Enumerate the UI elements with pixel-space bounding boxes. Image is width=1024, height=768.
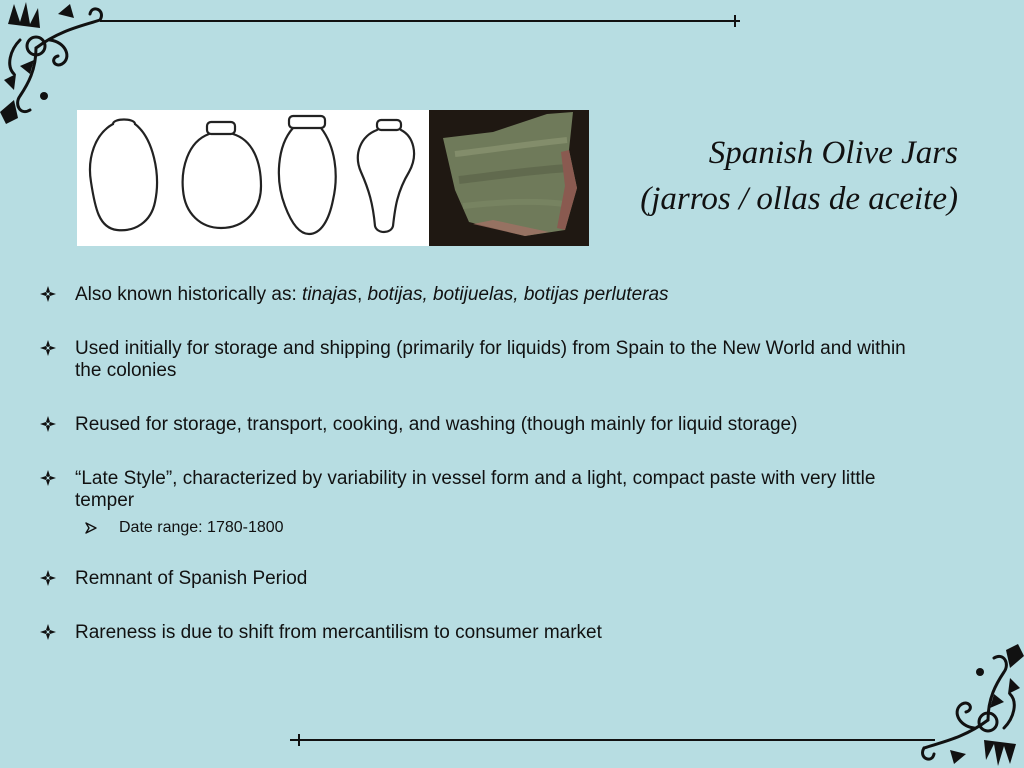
bullet-item — [40, 338, 920, 382]
diamond-bullet-icon — [40, 286, 56, 302]
bullet-item — [40, 568, 920, 590]
bullet-terms: botijas, botijuelas, botijas perluteras — [367, 284, 669, 305]
bullet-item — [40, 414, 920, 436]
sub-bullet-list — [85, 518, 920, 538]
bullet-text: Reused for storage, transport, cooking, and washing (though mainly for liquid storage) — [75, 414, 798, 435]
bullet-term: tinajas — [302, 284, 357, 305]
diamond-bullet-icon — [40, 624, 56, 640]
sub-bullet-text: Date range: 1780-1800 — [119, 519, 284, 536]
olive-jar-drawing-image — [77, 110, 429, 246]
bullet-item — [40, 622, 920, 644]
bullet-separator: , — [356, 284, 368, 305]
bullet-text: Rareness is due to shift from mercantilism to consumer market — [75, 622, 602, 643]
title-line-1: Spanish Olive Jars — [708, 135, 958, 171]
sub-bullet-item — [85, 518, 920, 538]
bullet-prefix: Also known historically as: — [75, 284, 303, 305]
diamond-bullet-icon — [40, 470, 56, 486]
bullet-text: Used initially for storage and shipping (primarily for liquids) from Spain to the New World and within the colonies — [75, 338, 906, 381]
arrow-bullet-icon — [85, 522, 97, 534]
bottom-rule — [285, 725, 935, 755]
bullet-item — [40, 468, 920, 538]
top-rule — [100, 0, 760, 40]
diamond-bullet-icon — [40, 570, 56, 586]
bullet-list — [40, 284, 920, 676]
diamond-bullet-icon — [40, 416, 56, 432]
title-line-2: (jarros / ollas de aceite) — [640, 181, 958, 217]
corner-ornament-bottom-right — [904, 638, 1024, 768]
bullet-item — [40, 284, 920, 306]
bullet-text: “Late Style”, characterized by variability in vessel form and a light, compact paste with very little temper — [75, 468, 876, 511]
bullet-text: Remnant of Spanish Period — [75, 568, 308, 589]
diamond-bullet-icon — [40, 340, 56, 356]
slide-title — [640, 130, 958, 222]
olive-jar-sherd-image — [429, 110, 589, 246]
